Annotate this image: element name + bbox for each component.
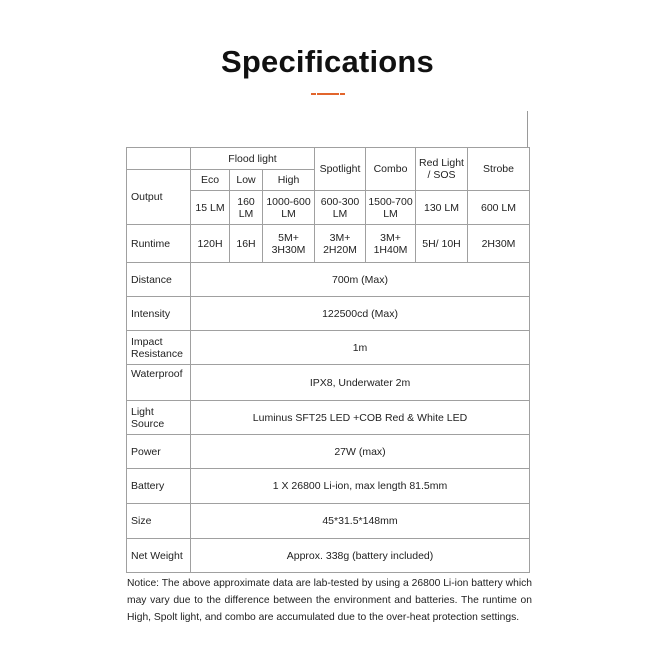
table-row-waterproof (127, 365, 530, 401)
header-combo: Combo (366, 148, 416, 191)
value-size: 45*31.5*148mm (191, 504, 530, 539)
title-accent-line (311, 93, 345, 95)
value-light-source: Luminus SFT25 LED +COB Red & White LED (191, 401, 530, 435)
table-row-light-source (127, 401, 530, 435)
value-net-weight: Approx. 338g (battery included) (191, 539, 530, 573)
row-label-size: Size (127, 504, 191, 539)
value-power: 27W (max) (191, 435, 530, 469)
row-label-waterproof: Waterproof (127, 365, 191, 401)
page-title: Specifications (221, 44, 434, 79)
row-label-battery: Battery (127, 469, 191, 504)
value-distance: 700m (Max) (191, 263, 530, 297)
row-label-distance: Distance (127, 263, 191, 297)
output-low: 160 LM (230, 191, 263, 225)
row-label-impact-resistance: Impact Resistance (127, 331, 191, 365)
row-label-light-source: Light Source (127, 401, 191, 435)
header-red-light-sos: Red Light / SOS (416, 148, 468, 191)
table-row-distance (127, 263, 530, 297)
value-waterproof: IPX8, Underwater 2m (191, 365, 530, 401)
table-row-battery (127, 469, 530, 504)
table-row-runtime (127, 225, 530, 263)
row-label-runtime: Runtime (127, 225, 191, 263)
table-row-size (127, 504, 530, 539)
header-strobe: Strobe (468, 148, 530, 191)
row-label-net-weight: Net Weight (127, 539, 191, 573)
runtime-red-light: 5H/ 10H (416, 225, 468, 263)
runtime-high: 5M+ 3H30M (263, 225, 315, 263)
runtime-spotlight: 3M+ 2H20M (315, 225, 366, 263)
row-label-power: Power (127, 435, 191, 469)
runtime-combo: 3M+ 1H40M (366, 225, 416, 263)
output-red-light: 130 LM (416, 191, 468, 225)
table-row-intensity (127, 297, 530, 331)
table-row-power (127, 435, 530, 469)
table-row-net-weight (127, 539, 530, 573)
runtime-strobe: 2H30M (468, 225, 530, 263)
runtime-eco: 120H (191, 225, 230, 263)
output-eco: 15 LM (191, 191, 230, 225)
header-eco: Eco (191, 170, 230, 191)
specifications-table (126, 147, 530, 573)
header-corner-cell (127, 148, 191, 170)
value-intensity: 122500cd (Max) (191, 297, 530, 331)
row-label-intensity: Intensity (127, 297, 191, 331)
header-high: High (263, 170, 315, 191)
notice-text: Notice: The above approximate data are lab-tested by using a 26800 Li-ion battery which may vary due to the difference between the environment and batteries. The runtime on High, Spolt light, and combo are accumulated due to the over-heat protection settings. (127, 578, 532, 623)
runtime-low: 16H (230, 225, 263, 263)
output-high: 1000-600 LM (263, 191, 315, 225)
output-spotlight: 600-300 LM (315, 191, 366, 225)
value-impact-resistance: 1m (191, 331, 530, 365)
table-row-impact-resistance (127, 331, 530, 365)
output-combo: 1500-700 LM (366, 191, 416, 225)
row-label-output: Output (127, 170, 191, 225)
header-flood-light: Flood light (191, 148, 315, 170)
table-header-row (127, 148, 530, 170)
value-battery: 1 X 26800 Li-ion, max length 81.5mm (191, 469, 530, 504)
header-spotlight: Spotlight (315, 148, 366, 191)
divider-line (527, 111, 528, 147)
output-strobe: 600 LM (468, 191, 530, 225)
header-low: Low (230, 170, 263, 191)
